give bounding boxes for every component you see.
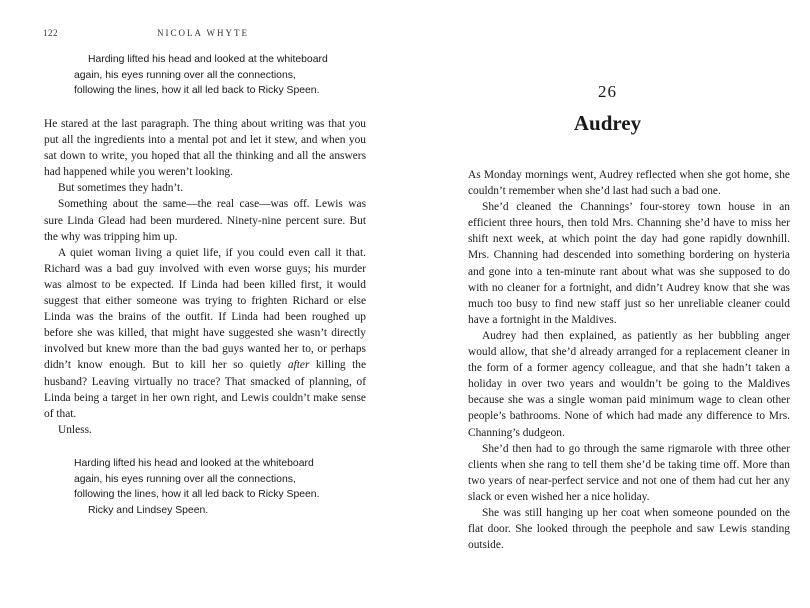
excerpt-paragraph: Ricky and Lindsey Speen. — [88, 504, 209, 516]
author-name: NICOLA WHYTE — [156, 28, 250, 38]
paragraph: She’d then had to go through the same rigmarole with three other clients when she rang to tell them she’d be taking time off. More than two years of near-perfect service and not one of them had cut her any slack or even wished her a nice holiday. — [468, 442, 790, 503]
paragraph: Audrey had then explained, as patiently as her bubbling anger would allow, that she’d already arranged for a replacement cleaner in the form of a former agency colleague, and that she hadn’t taken a holiday in over two years and wouldn’t be going to the Maldives because she was a single woman paid minimum wage to clean other people’s bathrooms. None of which had made any difference to Mrs. Channing’s dudgeon. — [468, 329, 790, 439]
paragraph: Unless. — [58, 423, 92, 436]
right-body-text — [468, 167, 790, 553]
emphasis: after — [287, 359, 310, 372]
paragraph: She’d cleaned the Channings’ four-storey town house in an efficient three hours, then told Mrs. Channing she’d have to miss her shift next week, at which point the day had gone rapidly downhill. Mrs. Channing had descended into something bordering on hysteria and gone into a ten-minute rant about what was she supposed to do with no cleaner for a fortnight, and didn’t Audrey know that she was much too busy to find new staff just so her unreliable cleaner could have a fortnight in the Maldives. — [468, 201, 790, 326]
paragraph: She was still hanging up her coat when someone pounded on the flat door. She looked through the peephole and saw Lewis standing outside. — [468, 506, 790, 552]
manuscript-excerpt-1 — [74, 52, 336, 99]
chapter-number: 26 — [598, 82, 617, 101]
text-span: killing the husband? Leaving virtually no trace? That smacked of planning, of Linda being a target in her own right, and Lewis couldn’t make sense of that. — [44, 359, 367, 420]
text-span: A quiet woman living a quiet life, if you could even call it that. Richard was a bad guy involved with even worse guys; his murder was almost to be expected. If Linda had been killed first, it would suggest that either someone was trying to frighten Richard or else Linda was the brains of the outfit. If Linda had been roughed up before she was killed, that might have suggested she wasn’t directly involved but knew more than the bad guys wanted her to, or perhaps didn’t know enough. But to kill her so quietly — [44, 246, 366, 372]
paragraph: Something about the same—the real case—was off. Lewis was sure Linda Glead had been murdered. Ninety-nine percent sure. But the why was tripping him up. — [44, 198, 366, 243]
excerpt-paragraph: Harding lifted his head and looked at the whiteboard again, his eyes running over all the connections, following the lines, how it all led back to Ricky Speen. — [74, 458, 320, 501]
paragraph: But sometimes they hadn’t. — [58, 182, 184, 195]
paragraph: As Monday mornings went, Audrey reflected when she got home, she couldn’t remember when she’d last had such a bad one. — [468, 169, 790, 198]
page-number: 122 — [43, 28, 58, 38]
manuscript-excerpt-2 — [74, 456, 336, 518]
paragraph: He stared at the last paragraph. The thing about writing was that you put all the ingredients into a mental pot and let it stew, and when you sat down to write, you hoped that all the thinking and all the answers had happened while you weren’t looking. — [44, 118, 366, 179]
left-body-text — [44, 116, 366, 438]
chapter-title: Audrey — [573, 111, 642, 135]
excerpt-paragraph: Harding lifted his head and looked at the whiteboard again, his eyes running over all the connections, following the lines, how it all led back to Ricky Speen. — [74, 54, 328, 97]
right-page — [405, 0, 810, 608]
paragraph — [44, 245, 366, 422]
